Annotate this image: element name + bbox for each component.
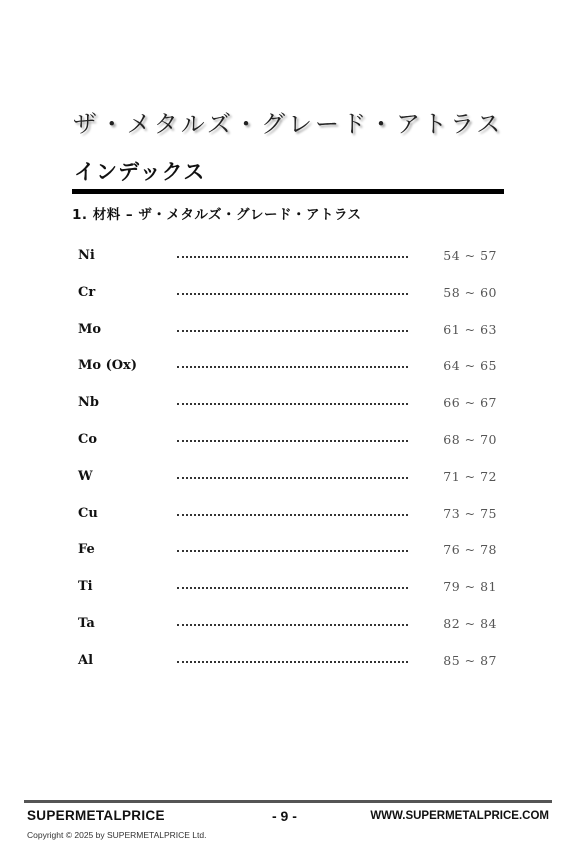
dot-leader [177,440,408,442]
index-list [78,246,500,688]
heading-divider [72,189,504,194]
entry-pages: 58 ~ 60 [443,284,497,300]
index-entry-cr[interactable] [78,283,500,320]
entry-name: Fe [78,542,95,558]
index-entry-mo[interactable] [78,320,500,357]
entry-name: Mo [78,321,102,337]
entry-pages: 54 ~ 57 [443,248,497,263]
dot-leader [177,330,408,332]
entry-pages: 64 ~ 65 [443,358,497,374]
entry-name: Co [78,431,98,447]
entry-pages: 66 ~ 67 [443,395,497,411]
entry-name: Cu [78,505,98,521]
entry-name: Nb [78,395,99,411]
footer-brand: SUPERMETALPRICE [27,808,165,823]
dot-leader [177,256,408,258]
entry-name: W [78,468,93,484]
index-entry-mo-ox[interactable] [78,356,500,393]
dot-leader [177,624,408,626]
dot-leader [177,661,408,663]
copyright-notice: Copyright © 2025 by SUPERMETALPRICE Ltd. [27,830,207,840]
entry-pages: 79 ~ 81 [443,579,497,595]
entry-name: Ta [78,615,95,631]
footer-divider [24,800,552,803]
dot-leader [177,366,408,368]
dot-leader [177,403,408,405]
entry-pages: 76 ~ 78 [443,542,497,558]
section-title: 1. 材料 – ザ・メタルズ・グレード・アトラス [72,207,362,223]
index-entry-nb[interactable] [78,393,500,430]
dot-leader [177,550,408,552]
index-heading: インデックス [74,160,206,184]
entry-name: Ni [78,248,95,263]
entry-pages: 68 ~ 70 [443,431,497,447]
document-title: ザ・メタルズ・グレード・アトラス [72,110,504,138]
index-entry-ti[interactable] [78,577,500,614]
entry-name: Mo (Ox) [78,358,137,374]
entry-name: Cr [78,284,96,300]
entry-name: Ti [78,579,93,595]
entry-pages: 85 ~ 87 [443,652,497,668]
index-entry-cu[interactable] [78,504,500,541]
dot-leader [177,587,408,589]
dot-leader [177,293,408,295]
index-entry-fe[interactable] [78,540,500,577]
entry-pages: 61 ~ 63 [443,321,497,337]
index-entry-al[interactable] [78,651,500,688]
dot-leader [177,514,408,516]
entry-pages: 71 ~ 72 [443,468,497,484]
page-number: - 9 - [272,808,297,824]
entry-pages: 73 ~ 75 [443,505,497,521]
index-entry-w[interactable] [78,467,500,504]
entry-name: Al [78,652,94,668]
entry-pages: 82 ~ 84 [443,615,497,631]
dot-leader [177,477,408,479]
index-entry-co[interactable] [78,430,500,467]
footer-url-link[interactable]: WWW.SUPERMETALPRICE.COM [370,810,549,822]
index-entry-ta[interactable] [78,614,500,651]
index-entry-ni[interactable] [78,246,500,283]
